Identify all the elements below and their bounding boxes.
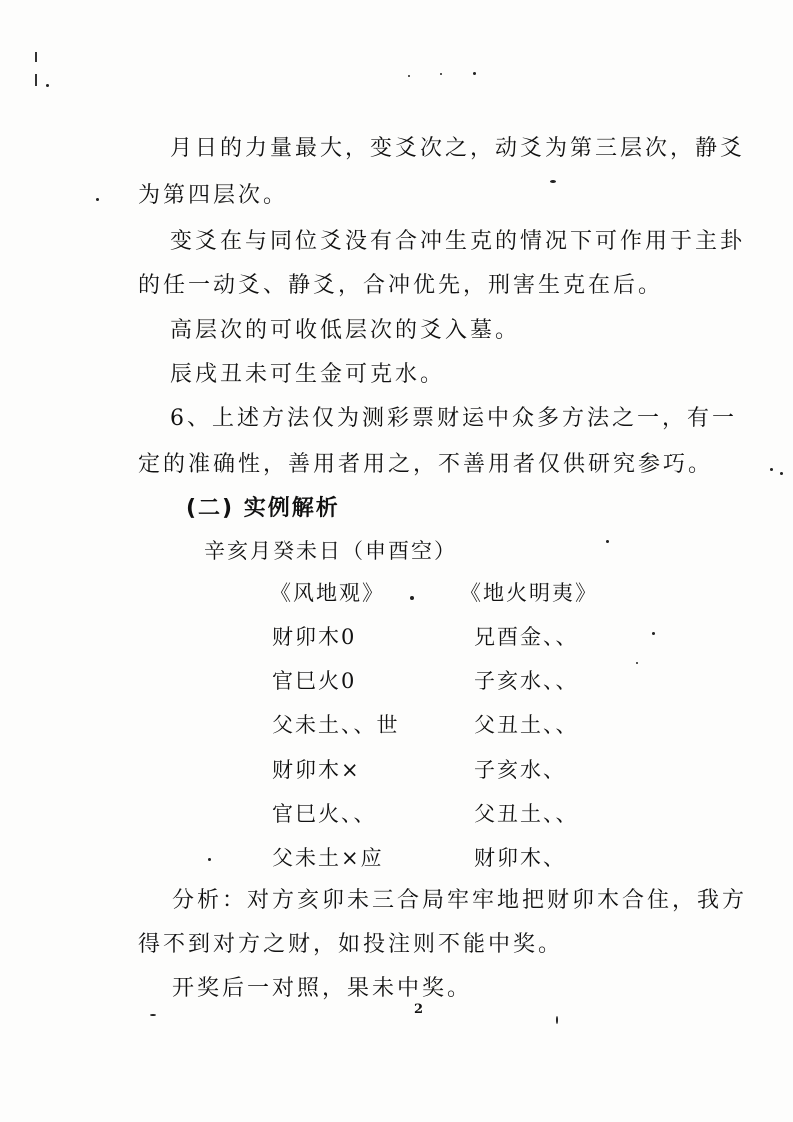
scan-speck <box>606 540 609 543</box>
scan-speck <box>440 73 442 75</box>
right-hexagram-line: 财卯木、 <box>474 846 566 870</box>
scan-speck <box>410 596 414 600</box>
scan-speck <box>473 72 476 75</box>
right-hexagram-line: 父丑土、、 <box>474 802 579 826</box>
analysis-line: 开奖后一对照，果未中奖。 <box>172 976 473 1001</box>
paragraph-line: 高层次的可收低层次的爻入墓。 <box>170 318 521 343</box>
scan-speck <box>652 632 655 635</box>
left-hexagram-line: 财卯木× <box>272 758 361 782</box>
right-hexagram-title: 《地火明夷》 <box>460 581 598 605</box>
right-hexagram-line: 子亥水、 <box>474 758 566 782</box>
scan-speck <box>208 858 211 861</box>
section-heading: (二) 实例解析 <box>186 496 340 521</box>
left-hexagram-line: 官巳火0 <box>272 669 357 693</box>
scan-speck <box>636 662 638 664</box>
date-line: 辛亥月癸未日（申酉空） <box>204 539 457 563</box>
scan-mark <box>35 74 37 86</box>
paragraph-line: 变爻在与同位爻没有合冲生克的情况下可作用于主卦 <box>170 229 746 254</box>
right-hexagram-line: 父丑土、、 <box>474 713 579 737</box>
scan-mark <box>35 52 37 62</box>
paragraph-line: 月日的力量最大，变爻次之，动爻为第三层次，静爻 <box>170 136 746 161</box>
scan-speck <box>550 180 556 183</box>
left-hexagram-line: 父未土×应 <box>272 846 384 870</box>
scan-speck <box>46 84 49 87</box>
scan-speck <box>770 468 773 471</box>
page-number: 2 <box>414 1002 424 1017</box>
paragraph-line: 辰戌丑未可生金可克水。 <box>170 362 446 387</box>
paragraph-line: 的任一动爻、静爻，合冲优先，刑害生克在后。 <box>138 273 664 298</box>
left-hexagram-title: 《风地观》 <box>270 581 385 605</box>
left-hexagram-line: 父未土、、世 <box>272 713 400 737</box>
scan-speck <box>96 198 99 201</box>
right-hexagram-line: 兄酉金、、 <box>474 625 579 649</box>
scan-speck <box>150 1014 156 1016</box>
left-hexagram-line: 财卯木0 <box>272 625 357 649</box>
scan-speck <box>556 1016 558 1024</box>
right-hexagram-line: 子亥水、、 <box>474 669 579 693</box>
analysis-line: 分析：对方亥卯未三合局牢牢地把财卯木合住，我方 <box>172 888 748 913</box>
paragraph-line: 为第四层次。 <box>138 183 289 208</box>
left-hexagram-line: 官巳火、、 <box>272 802 377 826</box>
paragraph-line: 6、上述方法仅为测彩票财运中众多方法之一，有一 <box>170 406 737 431</box>
scan-speck <box>780 472 783 475</box>
analysis-line: 得不到对方之财，如投注则不能中奖。 <box>138 932 564 957</box>
scan-speck <box>408 75 410 77</box>
paragraph-line: 定的准确性，善用者用之，不善用者仅供研究参巧。 <box>138 452 714 477</box>
